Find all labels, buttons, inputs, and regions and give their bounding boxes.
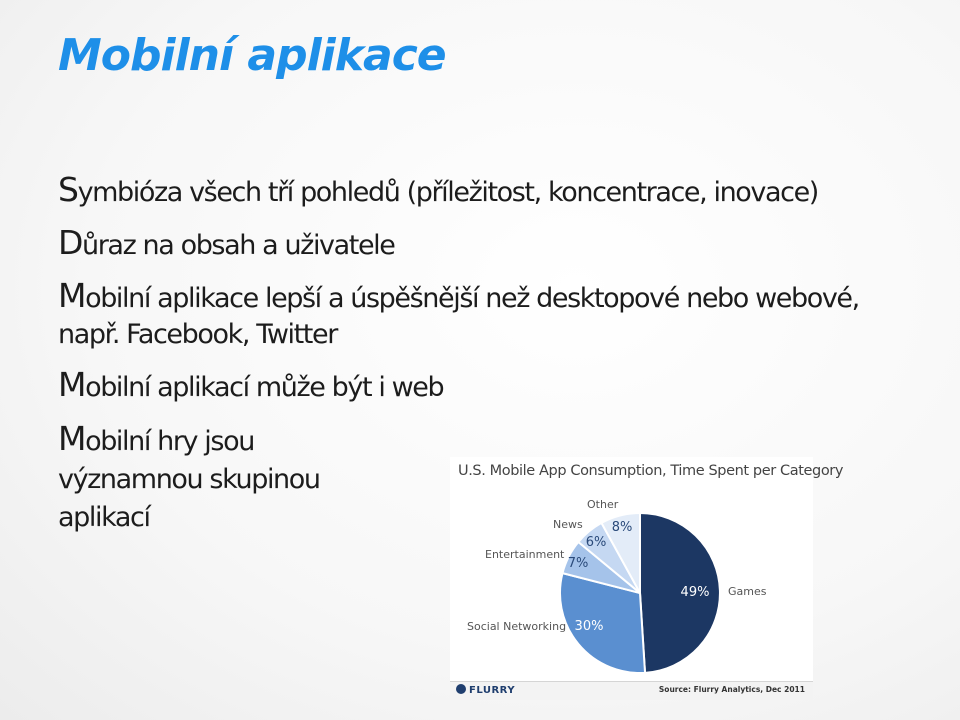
bullet-initial: S bbox=[58, 170, 78, 209]
chart-footer bbox=[450, 681, 813, 700]
slice-percent-entertainment: 7% bbox=[567, 556, 589, 571]
bullet-text: ymbióza všech tří pohledů (příležitost, koncentrace, inovace) bbox=[77, 177, 818, 208]
flurry-logo-icon bbox=[456, 684, 466, 694]
bullet-initial: D bbox=[58, 223, 83, 262]
bullet-initial: M bbox=[58, 365, 86, 404]
slice-percent-social-networking: 30% bbox=[574, 619, 604, 634]
slice-percent-other: 8% bbox=[611, 520, 633, 535]
slice-name-social-networking: Social Networking bbox=[467, 620, 567, 633]
chart-title: U.S. Mobile App Consumption, Time Spent per Category bbox=[458, 463, 844, 479]
bullet-item bbox=[58, 172, 898, 211]
bullet-initial: M bbox=[58, 419, 86, 458]
slice-percent-games: 49% bbox=[680, 585, 710, 600]
slice-name-news: News bbox=[553, 518, 583, 531]
bullet-text: obilní aplikace lepší a úspěšnější než desktopové nebo webové, např. Facebook, Twitter bbox=[58, 283, 859, 350]
slice-percent-news: 6% bbox=[585, 535, 607, 550]
bullet-text: obilní aplikací může být i web bbox=[85, 372, 444, 403]
slice-name-other: Other bbox=[587, 498, 619, 511]
flurry-logo bbox=[456, 684, 515, 696]
bullet-initial: M bbox=[58, 276, 86, 315]
pie-chart bbox=[450, 457, 844, 700]
bullet-item bbox=[58, 367, 898, 406]
flurry-logo-text: FLURRY bbox=[469, 685, 516, 696]
pie-chart-svg bbox=[450, 457, 813, 700]
slide-title: Mobilní aplikace bbox=[58, 30, 446, 81]
slice-name-games: Games bbox=[728, 585, 767, 598]
bullet-item bbox=[58, 420, 388, 537]
bullet-item bbox=[58, 278, 898, 353]
bullet-item bbox=[58, 225, 898, 264]
slice-name-entertainment: Entertainment bbox=[485, 548, 565, 561]
bullet-text: obilní hry jsou významnou skupinou aplikací bbox=[58, 426, 320, 533]
bullet-text: ůraz na obsah a uživatele bbox=[82, 230, 395, 261]
chart-source: Source: Flurry Analytics, Dec 2011 bbox=[658, 685, 805, 694]
